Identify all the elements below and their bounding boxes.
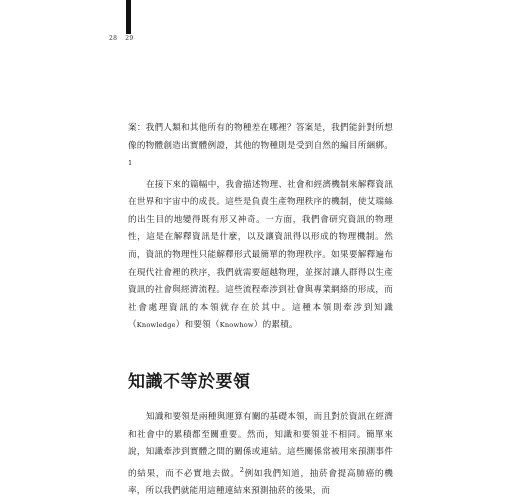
section-heading: 知識不等於要領 <box>128 371 251 392</box>
right-page-number: 29 <box>125 35 134 42</box>
paragraph-1-text: 案：我們人類和其他所有的物種差在哪裡？答案是，我們能針對所想像的物體創造出實體例證，其他的物種則是受到自然的編目所綑綁。 <box>128 123 393 151</box>
left-page-number: 28 <box>109 35 118 42</box>
paragraph-3 <box>128 409 393 501</box>
paragraph-3-text: 知識和要領是兩種與運算有關的基礎本領，而且對於資訊在經濟和社會中的累積都至關重要。然而，知識和要領並不相同。簡單來說，知識牽涉到實體之間的關係或連結。這些關係常被用來預測事件的結果，而不必實地去做。 <box>128 411 393 479</box>
footnote-marker-2: 2 <box>239 465 245 474</box>
paragraph-3-continuation: 例如我們知道，抽菸會提高肺癌的機率，所以我們就能用這種連結來預測抽菸的後果，而 <box>128 468 393 497</box>
page-body <box>128 120 393 501</box>
term-knowhow: Knowhow <box>219 321 254 330</box>
paragraph-2-text: 在接下來的篇幅中，我會描述物理、社會和經濟機制來解釋資訊在世界和宇宙中的成長。這些是負責生產物理秩序的機制，使艾瑞絲的出生目的地變得既有形又神奇。一方面，我們會研究資訊的物理性，這是在解釋資訊是什麼，以及讓資訊得以形成的物理機制。然而，資訊的物理性只能解釋形式最簡單的物理秩序。如果要解釋遍布在現代社會裡的秩序，我們就需要超越物理，並探討讓人群得以生產資訊的社會與經濟流程。這些流程牽涉到社會與專業網絡的形成，而社會處理資訊的本領就存在於其中。這種本領則牽涉到知識（ <box>128 179 393 331</box>
paragraph-2-end: ）的累積。 <box>253 320 298 331</box>
paragraph-1 <box>128 120 393 177</box>
margin-bar <box>126 0 131 34</box>
term-knowledge: Knowledge <box>136 321 176 330</box>
footnote-marker-1: 1 <box>128 159 133 168</box>
paragraph-2 <box>128 177 393 335</box>
page-numbers <box>109 35 134 42</box>
paragraph-2-mid: ）和要領（ <box>175 320 220 331</box>
